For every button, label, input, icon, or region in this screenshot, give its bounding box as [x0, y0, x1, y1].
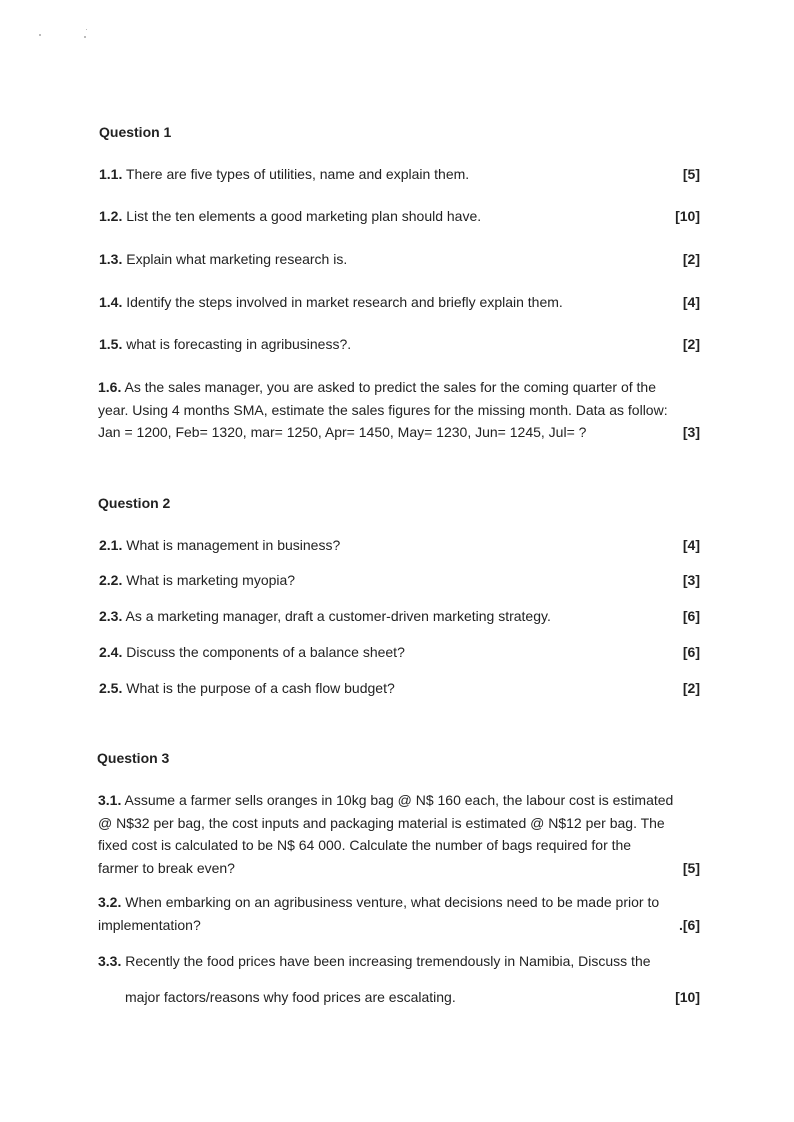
item-marks: [3] [682, 424, 700, 440]
question-1-5 [99, 333, 700, 355]
item-number: 3.2. [98, 894, 122, 910]
item-text: what is forecasting in agribusiness?. [126, 336, 352, 352]
question-2-2 [99, 569, 700, 591]
item-marks: [2] [682, 251, 700, 267]
item-marks: [4] [682, 537, 700, 553]
item-marks: .[6] [679, 916, 700, 933]
scan-speck [84, 36, 86, 38]
item-marks: [5] [682, 166, 700, 182]
item-number: 2.3. [99, 608, 123, 624]
item-text-line: fixed cost is calculated to be N$ 64 000. Calculate the number of bags required for the [98, 837, 632, 853]
item-text-line: Jan = 1200, Feb= 1320, mar= 1250, Apr= 1450, May= 1230, Jun= 1245, Jul= ? [98, 424, 587, 440]
item-text-line: major factors/reasons why food prices are escalating. [125, 989, 456, 1005]
question-1-3 [99, 248, 700, 270]
question-3-1 [98, 789, 700, 879]
question-1-heading: Question 1 [99, 124, 172, 140]
item-text: Identify the steps involved in market research and briefly explain them. [126, 294, 563, 310]
question-3-3 [98, 950, 700, 1008]
item-text-line: year. Using 4 months SMA, estimate the sales figures for the missing month. Data as follow: [98, 401, 668, 418]
item-number: 3.1. [98, 792, 122, 808]
item-marks: [2] [682, 336, 700, 352]
item-marks: [10] [675, 989, 700, 1005]
item-number: 2.2. [99, 572, 123, 588]
question-3-2 [98, 891, 700, 936]
question-1-2 [99, 205, 700, 227]
question-2-heading: Question 2 [98, 495, 171, 511]
item-marks: [10] [675, 208, 700, 224]
item-number: 2.1. [99, 537, 123, 553]
question-1-1 [99, 163, 700, 185]
item-number: 1.2. [99, 208, 123, 224]
item-text-line: When embarking on an agribusiness venture, what decisions need to be made prior to [125, 894, 660, 910]
item-number: 1.5. [99, 336, 123, 352]
item-text: List the ten elements a good marketing plan should have. [126, 208, 482, 224]
item-text: What is marketing myopia? [126, 572, 296, 588]
question-3-heading: Question 3 [97, 750, 170, 766]
item-number: 1.6. [98, 379, 122, 395]
item-text-line: @ N$32 per bag, the cost inputs and packaging material is estimated @ N$12 per bag. The [98, 814, 665, 831]
item-marks: [2] [682, 680, 700, 696]
question-2-3 [99, 605, 700, 627]
item-text: Explain what marketing research is. [126, 251, 348, 267]
item-text: What is the purpose of a cash flow budget? [126, 680, 395, 696]
item-text-line: implementation? [98, 916, 201, 933]
item-number: 1.3. [99, 251, 123, 267]
item-marks: [6] [682, 608, 700, 624]
item-number: 1.4. [99, 294, 123, 310]
question-2-4 [99, 641, 700, 663]
item-text-line: Recently the food prices have been increasing tremendously in Namibia, Discuss the [125, 953, 651, 969]
item-number: 2.5. [99, 680, 123, 696]
question-2-5 [99, 677, 700, 699]
item-text-line: farmer to break even? [98, 859, 235, 876]
item-text: As a marketing manager, draft a customer-driven marketing strategy. [125, 608, 551, 624]
item-text-line: Assume a farmer sells oranges in 10kg bag @ N$ 160 each, the labour cost is estimated [124, 792, 674, 808]
item-number: 3.3. [98, 953, 122, 969]
item-marks: [3] [682, 572, 700, 588]
question-1-4 [99, 291, 700, 313]
question-2-1 [99, 534, 700, 556]
item-text: There are five types of utilities, name and explain them. [126, 166, 470, 182]
scan-speck [86, 29, 87, 30]
item-number: 2.4. [99, 644, 123, 660]
item-marks: [4] [682, 294, 700, 310]
item-text: What is management in business? [126, 537, 341, 553]
scan-speck [39, 34, 41, 36]
item-text-line: As the sales manager, you are asked to predict the sales for the coming quarter of the [124, 379, 657, 395]
item-number: 1.1. [99, 166, 123, 182]
item-marks: [5] [682, 859, 700, 876]
item-marks: [6] [682, 644, 700, 660]
question-1-6 [98, 376, 700, 444]
item-text: Discuss the components of a balance sheet? [126, 644, 405, 660]
